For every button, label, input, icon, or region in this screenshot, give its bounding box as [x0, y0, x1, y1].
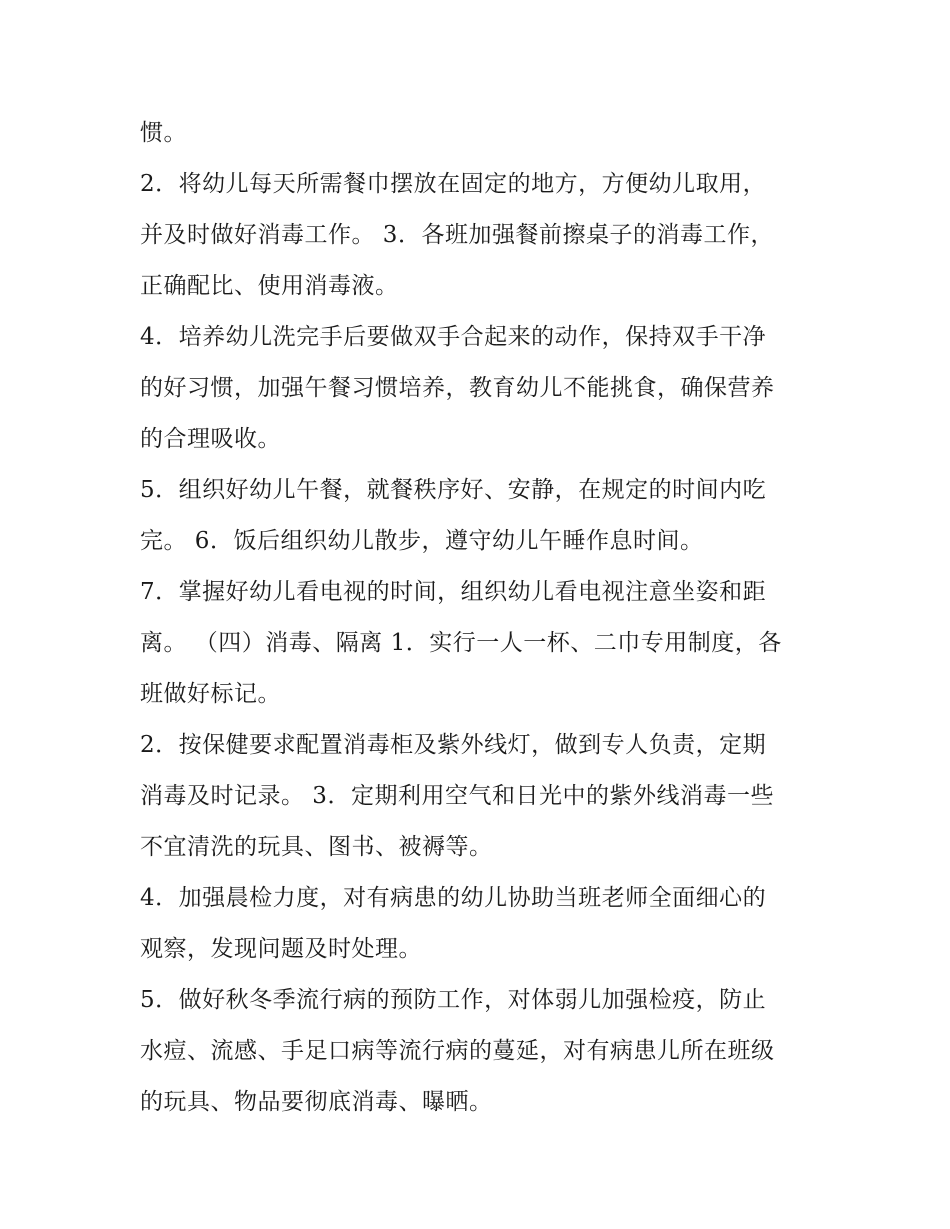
text-line: 5．做好秋冬季流行病的预防工作，对体弱儿加强检疫，防止: [140, 987, 767, 1013]
text-line: 惯。: [140, 120, 187, 146]
text-line: 离。 （四）消毒、隔离 1．实行一人一杯、二巾专用制度，各: [140, 630, 782, 656]
text-line: 正确配比、使用消毒液。: [140, 273, 399, 299]
text-line: 的玩具、物品要彻底消毒、曝晒。: [140, 1089, 493, 1115]
text-line: 观察，发现问题及时处理。: [140, 936, 422, 962]
text-line: 完。 6．饭后组织幼儿散步，遵守幼儿午睡作息时间。: [140, 528, 704, 554]
text-line: 不宜清洗的玩具、图书、被褥等。: [140, 834, 493, 860]
text-line: 7．掌握好幼儿看电视的时间，组织幼儿看电视注意坐姿和距: [140, 579, 767, 605]
text-line: 水痘、流感、手足口病等流行病的蔓延，对有病患儿所在班级: [140, 1038, 775, 1064]
text-line: 2．按保健要求配置消毒柜及紫外线灯，做到专人负责，定期: [140, 732, 767, 758]
text-line: 5．组织好幼儿午餐，就餐秩序好、安静，在规定的时间内吃: [140, 477, 767, 503]
text-line: 并及时做好消毒工作。 3．各班加强餐前擦桌子的消毒工作，: [140, 222, 774, 248]
text-line: 的合理吸收。: [140, 426, 281, 452]
text-line: 的好习惯，加强午餐习惯培养，教育幼儿不能挑食，确保营养: [140, 375, 775, 401]
text-line: 4．加强晨检力度，对有病患的幼儿协助当班老师全面细心的: [140, 885, 767, 911]
document-body: [140, 108, 820, 1128]
text-line: 2．将幼儿每天所需餐巾摆放在固定的地方，方便幼儿取用，: [140, 171, 767, 197]
text-line: 4．培养幼儿洗完手后要做双手合起来的动作，保持双手干净: [140, 324, 767, 350]
text-line: 班做好标记。: [140, 681, 281, 707]
text-line: 消毒及时记录。 3．定期利用空气和日光中的紫外线消毒一些: [140, 783, 774, 809]
